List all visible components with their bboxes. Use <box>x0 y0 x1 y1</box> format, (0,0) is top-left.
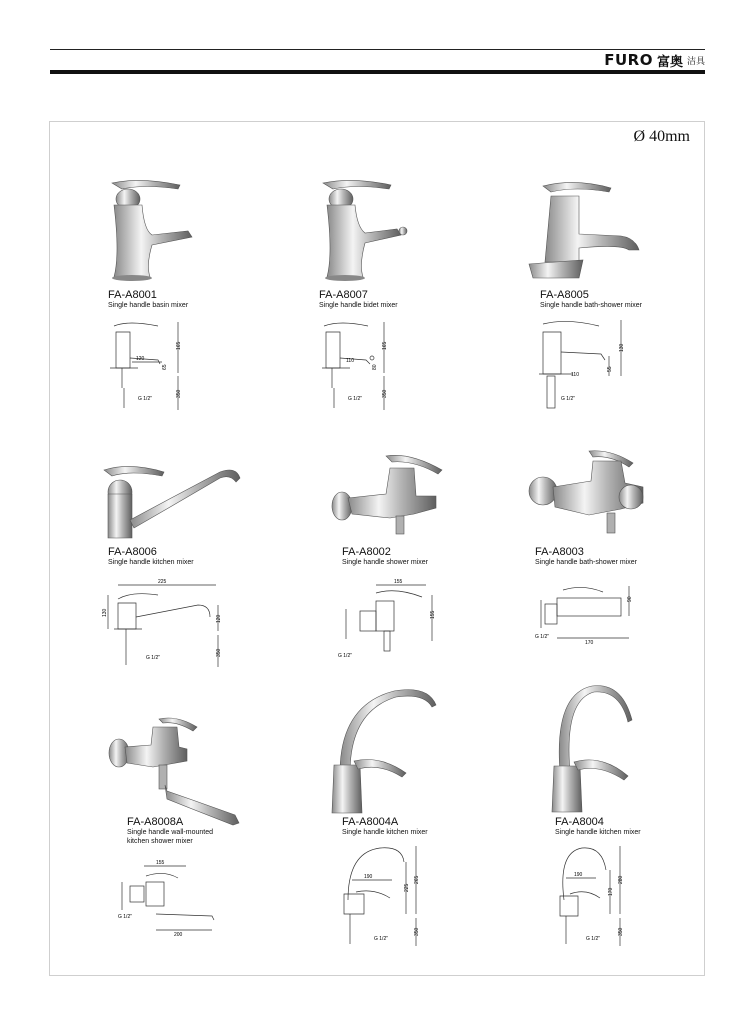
brand-chinese-small: 洁具 <box>686 56 705 67</box>
product-code: FA-A8002 <box>342 546 391 558</box>
dim-width: 110 <box>571 372 579 378</box>
basin-mixer-photo <box>100 175 210 285</box>
product-description: Single handle kitchen mixer <box>555 829 641 836</box>
dim-width: 225 <box>158 579 167 585</box>
dim-handle: 130 <box>102 608 108 617</box>
dim-thread: G 1/2" <box>348 396 363 402</box>
header-rule-thick <box>50 70 705 74</box>
bidet-mixer-photo <box>315 175 425 285</box>
dim-thread: G 1/2" <box>586 936 601 942</box>
kitchen-mixer-tall-drawing <box>548 840 638 948</box>
wall-kitchen-shower-mixer-photo <box>105 715 245 827</box>
product-description: Single handle kitchen mixer <box>108 559 194 566</box>
bath-shower-mixer-wall-photo <box>525 447 650 542</box>
dim-thread: G 1/2" <box>138 396 153 402</box>
product-description-line2: kitchen shower mixer <box>127 838 193 845</box>
dim-height: 155 <box>430 610 436 619</box>
kitchen-mixer-swan-photo <box>320 685 445 825</box>
dim-hose: 350 <box>216 648 222 657</box>
dim-height: 90 <box>627 596 633 602</box>
product-code: FA-A8004A <box>342 816 399 828</box>
kitchen-mixer-drawing <box>98 575 238 670</box>
dim-thread: G 1/2" <box>338 653 353 659</box>
product-description: Single handle wall-mounted <box>127 829 213 836</box>
kitchen-mixer-swan-drawing <box>330 840 440 948</box>
product-description: Single handle kitchen mixer <box>342 829 428 836</box>
kitchen-mixer-tall-photo <box>540 680 650 825</box>
dim-spout: 170 <box>608 887 614 896</box>
dim-length: 200 <box>174 932 183 936</box>
dim-width: 110 <box>346 358 354 364</box>
product-description: Single handle basin mixer <box>108 302 189 309</box>
basin-mixer-drawing <box>108 318 188 413</box>
product-code: FA-A8001 <box>108 289 157 301</box>
dim-height: 265 <box>414 875 420 884</box>
dim-spout: 80 <box>372 364 378 370</box>
dim-height: 165 <box>382 341 388 350</box>
bath-shower-mixer-photo <box>525 178 650 283</box>
product-description: Single handle bath-shower mixer <box>540 302 642 309</box>
dim-thread: G 1/2" <box>374 936 389 942</box>
product-code: FA-A8007 <box>319 289 368 301</box>
product-description: Single handle bath-shower mixer <box>535 559 637 566</box>
product-code: FA-A8006 <box>108 546 157 558</box>
dim-hose: 350 <box>176 389 182 398</box>
dim-width: 155 <box>394 579 403 585</box>
kitchen-mixer-photo <box>100 462 250 542</box>
product-description: Single handle bidet mixer <box>319 302 398 309</box>
shower-mixer-photo <box>330 452 445 542</box>
header-rule-thin <box>50 49 705 50</box>
shower-mixer-drawing <box>336 575 446 665</box>
dim-width: 155 <box>156 860 165 866</box>
dim-thread: G 1/2" <box>535 634 550 640</box>
dim-height: 130 <box>619 343 625 352</box>
dim-height: 280 <box>618 875 624 884</box>
product-description: Single handle shower mixer <box>342 559 428 566</box>
wall-kitchen-shower-mixer-drawing <box>116 856 226 936</box>
product-code: FA-A8003 <box>535 546 584 558</box>
dim-spout: 55 <box>607 366 613 372</box>
dim-width: 190 <box>364 874 373 880</box>
dim-thread: G 1/2" <box>118 914 133 920</box>
dim-hose: 350 <box>382 389 388 398</box>
brand-logo <box>604 52 705 68</box>
dim-hose: 350 <box>414 927 420 936</box>
dim-width: 120 <box>136 356 145 362</box>
dim-height: 120 <box>216 614 222 623</box>
dim-height: 165 <box>176 341 182 350</box>
bath-shower-mixer-drawing <box>537 316 637 411</box>
brand-chinese: 富奥 <box>656 54 683 70</box>
diameter-label: Ø 40mm <box>633 128 690 145</box>
dim-thread: G 1/2" <box>146 655 161 661</box>
dim-spout: 225 <box>404 883 410 892</box>
dim-width: 190 <box>574 872 583 878</box>
dim-thread: G 1/2" <box>561 396 576 402</box>
dim-width: 170 <box>585 640 594 646</box>
product-code: FA-A8008A <box>127 816 184 828</box>
dim-hose: 350 <box>618 927 624 936</box>
bath-shower-mixer-wall-drawing <box>533 576 643 651</box>
bidet-mixer-drawing <box>320 318 400 413</box>
dim-spout: 65 <box>162 364 168 370</box>
product-code: FA-A8004 <box>555 816 604 828</box>
product-code: FA-A8005 <box>540 289 589 301</box>
brand-latin: FURO <box>604 51 653 69</box>
